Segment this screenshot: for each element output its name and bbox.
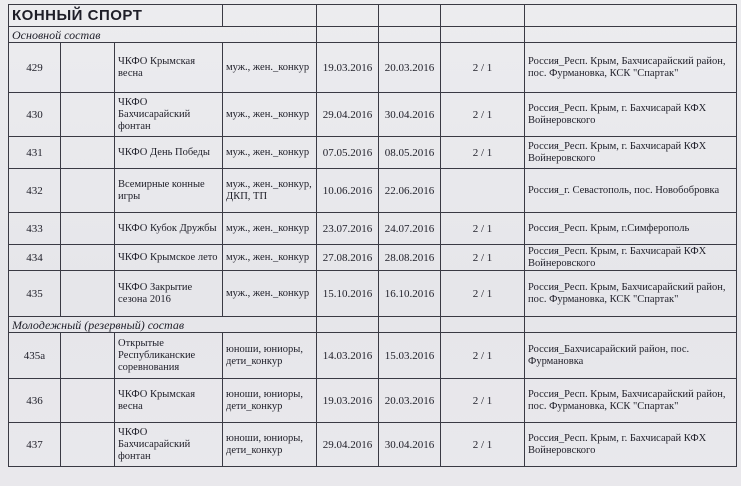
event-discipline: муж., жен._конкур xyxy=(223,271,317,317)
table-row xyxy=(9,213,737,245)
end-date: 16.10.2016 xyxy=(379,271,441,317)
section-heading: Молодежный (резервный) состав xyxy=(9,317,317,333)
event-discipline: юноши, юниоры, дети_конкур xyxy=(223,333,317,379)
start-date: 15.10.2016 xyxy=(317,271,379,317)
competition-table xyxy=(8,4,737,467)
blank-cell xyxy=(525,317,737,333)
event-discipline: муж., жен._конкур xyxy=(223,245,317,271)
event-level: 2 / 1 xyxy=(441,245,525,271)
event-discipline: муж., жен._конкур xyxy=(223,213,317,245)
event-level: 2 / 1 xyxy=(441,137,525,169)
table-row xyxy=(9,169,737,213)
event-place: Россия_Респ. Крым, Бахчисарайский район, пос. Фурмановка, КСК "Спартак" xyxy=(525,379,737,423)
table-row xyxy=(9,93,737,137)
blank-cell xyxy=(61,245,115,271)
event-name: Всемирные конные игры xyxy=(115,169,223,213)
blank-cell xyxy=(317,5,379,27)
event-discipline: юноши, юниоры, дети_конкур xyxy=(223,379,317,423)
blank-cell xyxy=(61,169,115,213)
event-name: ЧКФО Крымская весна xyxy=(115,379,223,423)
end-date: 28.08.2016 xyxy=(379,245,441,271)
event-discipline: юноши, юниоры, дети_конкур xyxy=(223,423,317,467)
end-date: 22.06.2016 xyxy=(379,169,441,213)
end-date: 30.04.2016 xyxy=(379,93,441,137)
event-name: ЧКФО Крымское лето xyxy=(115,245,223,271)
event-number: 435а xyxy=(9,333,61,379)
event-name: ЧКФО Бахчисарайский фонтан xyxy=(115,93,223,137)
event-number: 436 xyxy=(9,379,61,423)
start-date: 29.04.2016 xyxy=(317,93,379,137)
event-level: 2 / 1 xyxy=(441,379,525,423)
end-date: 24.07.2016 xyxy=(379,213,441,245)
event-place: Россия_Респ. Крым, г. Бахчисарай КФХ Войнеровского xyxy=(525,423,737,467)
table-row xyxy=(9,379,737,423)
end-date: 15.03.2016 xyxy=(379,333,441,379)
start-date: 19.03.2016 xyxy=(317,379,379,423)
blank-cell xyxy=(61,93,115,137)
blank-cell xyxy=(441,5,525,27)
event-place: Россия_Респ. Крым, г. Бахчисарай КФХ Войнеровского xyxy=(525,245,737,271)
event-place: Россия_Респ. Крым, г. Бахчисарай КФХ Войнеровского xyxy=(525,93,737,137)
event-place: Россия_Респ. Крым, Бахчисарайский район, пос. Фурмановка, КСК "Спартак" xyxy=(525,271,737,317)
event-name: ЧКФО Бахчисарайский фонтан xyxy=(115,423,223,467)
event-number: 429 xyxy=(9,43,61,93)
end-date: 20.03.2016 xyxy=(379,43,441,93)
blank-cell xyxy=(61,137,115,169)
event-level: 2 / 1 xyxy=(441,213,525,245)
event-number: 431 xyxy=(9,137,61,169)
blank-cell xyxy=(61,423,115,467)
start-date: 19.03.2016 xyxy=(317,43,379,93)
event-discipline: муж., жен._конкур xyxy=(223,93,317,137)
blank-cell xyxy=(317,27,379,43)
event-level xyxy=(441,169,525,213)
event-name: ЧКФО День Победы xyxy=(115,137,223,169)
event-level: 2 / 1 xyxy=(441,93,525,137)
event-name: Открытые Республиканские соревнования xyxy=(115,333,223,379)
event-level: 2 / 1 xyxy=(441,43,525,93)
end-date: 20.03.2016 xyxy=(379,379,441,423)
table-row xyxy=(9,333,737,379)
section-heading: Основной состав xyxy=(9,27,317,43)
section-row xyxy=(9,27,737,43)
blank-cell xyxy=(441,27,525,43)
start-date: 29.04.2016 xyxy=(317,423,379,467)
blank-cell xyxy=(61,333,115,379)
event-place: Россия_Респ. Крым, г. Бахчисарай КФХ Войнеровского xyxy=(525,137,737,169)
blank-cell xyxy=(441,317,525,333)
start-date: 14.03.2016 xyxy=(317,333,379,379)
event-place: Россия_Респ. Крым, Бахчисарайский район, пос. Фурмановка, КСК "Спартак" xyxy=(525,43,737,93)
event-level: 2 / 1 xyxy=(441,423,525,467)
event-number: 430 xyxy=(9,93,61,137)
blank-cell xyxy=(379,5,441,27)
event-number: 433 xyxy=(9,213,61,245)
section-row xyxy=(9,317,737,333)
table-row xyxy=(9,43,737,93)
event-discipline: муж., жен._конкур xyxy=(223,43,317,93)
event-place: Россия_г. Севастополь, пос. Новобобровка xyxy=(525,169,737,213)
end-date: 08.05.2016 xyxy=(379,137,441,169)
blank-cell xyxy=(379,317,441,333)
blank-cell xyxy=(61,379,115,423)
page-title: КОННЫЙ СПОРТ xyxy=(9,5,223,27)
event-place: Россия_Респ. Крым, г.Симферополь xyxy=(525,213,737,245)
start-date: 10.06.2016 xyxy=(317,169,379,213)
end-date: 30.04.2016 xyxy=(379,423,441,467)
blank-cell xyxy=(61,43,115,93)
event-number: 432 xyxy=(9,169,61,213)
blank-cell xyxy=(61,271,115,317)
blank-cell xyxy=(525,27,737,43)
event-number: 437 xyxy=(9,423,61,467)
event-name: ЧКФО Крымская весна xyxy=(115,43,223,93)
event-name: ЧКФО Закрытие сезона 2016 xyxy=(115,271,223,317)
event-name: ЧКФО Кубок Дружбы xyxy=(115,213,223,245)
event-number: 435 xyxy=(9,271,61,317)
table-row xyxy=(9,271,737,317)
table-row xyxy=(9,245,737,271)
start-date: 07.05.2016 xyxy=(317,137,379,169)
event-discipline: муж., жен._конкур, ДКП, ТП xyxy=(223,169,317,213)
event-number: 434 xyxy=(9,245,61,271)
event-discipline: муж., жен._конкур xyxy=(223,137,317,169)
start-date: 23.07.2016 xyxy=(317,213,379,245)
table-row xyxy=(9,137,737,169)
blank-cell xyxy=(379,27,441,43)
event-level: 2 / 1 xyxy=(441,271,525,317)
event-level: 2 / 1 xyxy=(441,333,525,379)
blank-cell xyxy=(317,317,379,333)
table-row xyxy=(9,423,737,467)
event-place: Россия_Бахчисарайский район, пос. Фурмановка xyxy=(525,333,737,379)
blank-cell xyxy=(223,5,317,27)
title-row xyxy=(9,5,737,27)
blank-cell xyxy=(61,213,115,245)
start-date: 27.08.2016 xyxy=(317,245,379,271)
blank-cell xyxy=(525,5,737,27)
